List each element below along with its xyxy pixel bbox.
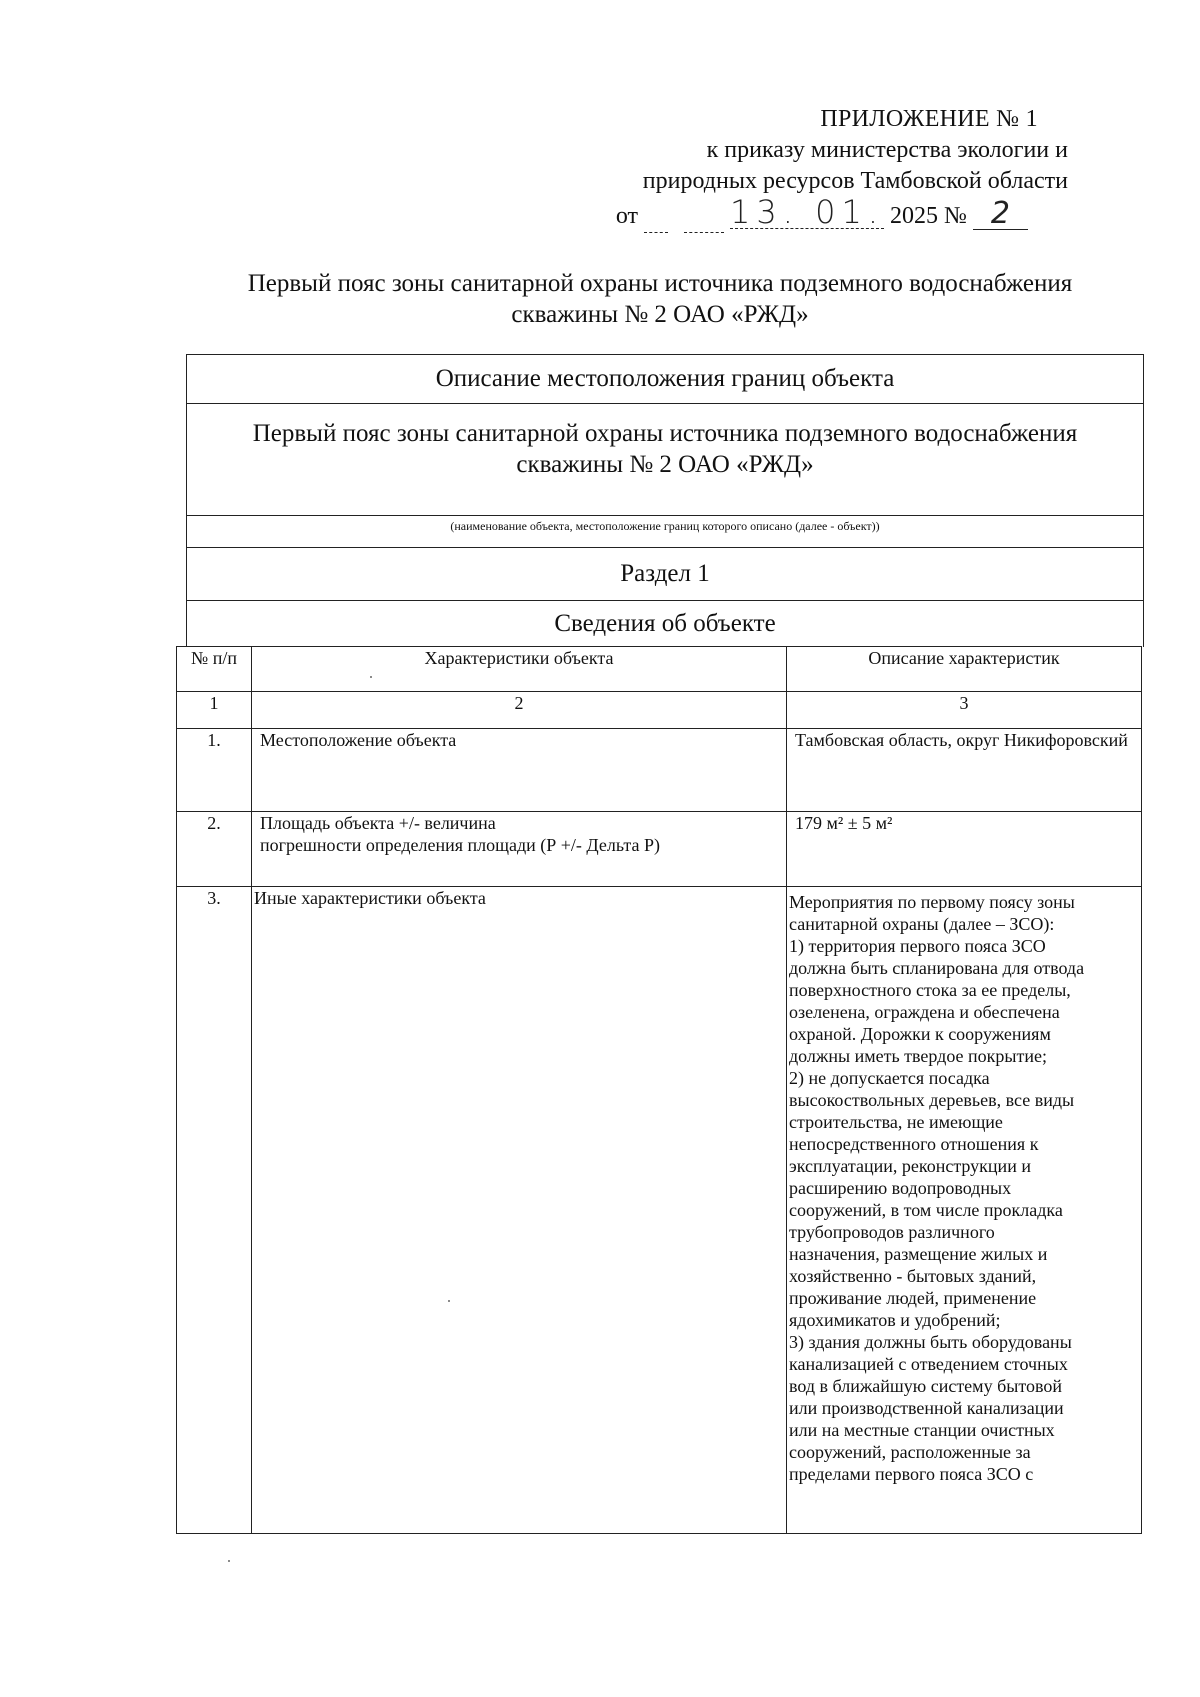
scan-speck — [448, 1300, 450, 1302]
document-title-line-2: скважины № 2 ОАО «РЖД» — [511, 301, 809, 328]
description-line: ядохимикатов и удобрений; — [789, 1310, 1001, 1330]
index-cell: 2 — [252, 692, 787, 729]
description-line: строительства, не имеющие — [789, 1112, 1003, 1132]
row-number: 1. — [177, 729, 252, 812]
description-line: трубопроводов различного — [789, 1222, 995, 1242]
row-value: 179 м² ± 5 м² — [787, 812, 1142, 887]
row-characteristic-line-2: погрешности определения площади (Р +/- Дельта Р) — [260, 835, 660, 855]
description-header: Описание местоположения границ объекта — [187, 355, 1143, 404]
description-line: хозяйственно - бытовых зданий, — [789, 1266, 1037, 1286]
table-row — [177, 887, 1142, 1534]
scan-speck — [228, 1560, 230, 1562]
row-characteristic: Местоположение объекта — [252, 729, 787, 812]
description-line: 2) не допускается посадка — [789, 1068, 990, 1088]
order-date-line — [615, 193, 1068, 233]
object-name-note: (наименование объекта, местоположение границ которого описано (далее - объект)) — [187, 516, 1143, 548]
description-line: расширению водопроводных — [789, 1178, 1012, 1198]
header-characteristics: Характеристики объекта — [252, 647, 787, 692]
date-year: 2025 № — [890, 203, 967, 229]
object-name — [187, 404, 1143, 516]
description-line: санитарной охраны (далее – ЗСО): — [789, 914, 1055, 934]
description-line: поверхностного стока за ее пределы, — [789, 980, 1071, 1000]
row-number: 3. — [177, 887, 252, 1534]
description-line: высокоствольных деревьев, все виды — [789, 1090, 1075, 1110]
description-line: Мероприятия по первому поясу зоны — [789, 892, 1075, 912]
description-line: должна быть спланирована для отвода — [789, 958, 1085, 978]
header-number: № п/п — [177, 647, 252, 692]
appendix-header — [508, 104, 1068, 233]
row-number: 2. — [177, 812, 252, 887]
appendix-line-2: природных ресурсов Тамбовской области — [642, 168, 1068, 194]
date-prefix: от — [615, 203, 639, 229]
scan-speck — [370, 676, 372, 678]
object-info-table — [176, 646, 1142, 1534]
description-line: эксплуатации, реконструкции и — [789, 1156, 1031, 1176]
table-header-row — [177, 647, 1142, 692]
table-row — [177, 729, 1142, 812]
description-line: должны иметь твердое покрытие; — [789, 1046, 1047, 1066]
date-underline — [644, 201, 668, 233]
table-index-row — [177, 692, 1142, 729]
description-line: сооружений, расположенные за — [789, 1442, 1031, 1462]
description-line: назначения, размещение жилых и — [789, 1244, 1048, 1264]
description-line: или производственной канализации — [789, 1398, 1064, 1418]
description-line: или на местные станции очистных — [789, 1420, 1055, 1440]
handwritten-date: 13. 01. — [730, 193, 884, 231]
appendix-title: ПРИЛОЖЕНИЕ № 1 — [820, 106, 1038, 132]
description-line: 1) территория первого пояса ЗСО — [789, 936, 1046, 956]
description-line: пределами первого пояса ЗСО с — [789, 1464, 1034, 1484]
row-characteristic: Иные характеристики объекта — [252, 887, 787, 1534]
handwritten-order-number: 2 — [973, 198, 1028, 230]
appendix-line-1: к приказу министерства экологии и — [706, 137, 1068, 163]
document-title — [180, 268, 1140, 330]
header-description: Описание характеристик — [787, 647, 1142, 692]
row-characteristic-line-1: Площадь объекта +/- величина — [260, 813, 496, 833]
description-line: канализацией с отведением сточных — [789, 1354, 1068, 1374]
description-box — [186, 354, 1144, 647]
row-characteristic — [252, 812, 787, 887]
section-subtitle: Сведения об объекте — [554, 610, 776, 637]
table-row — [177, 812, 1142, 887]
description-line: сооружений, в том числе прокладка — [789, 1200, 1063, 1220]
description-line: непосредственного отношения к — [789, 1134, 1039, 1154]
row-value-lines — [787, 887, 1142, 1534]
index-cell: 3 — [787, 692, 1142, 729]
section-title: Раздел 1 — [187, 548, 1143, 601]
description-line: охраной. Дорожки к сооружениям — [789, 1024, 1051, 1044]
object-name-line-1: Первый пояс зоны санитарной охраны источника подземного водоснабжения — [252, 420, 1078, 447]
row-value: Тамбовская область, округ Никифоровский — [787, 729, 1142, 812]
description-line: 3) здания должны быть оборудованы — [789, 1332, 1072, 1352]
description-line: озеленена, ограждена и обеспечена — [789, 1002, 1060, 1022]
description-line: вод в ближайшую систему бытовой — [789, 1376, 1062, 1396]
index-cell: 1 — [177, 692, 252, 729]
date-underline-2 — [684, 201, 724, 233]
object-name-line-2: скважины № 2 ОАО «РЖД» — [516, 451, 814, 478]
description-line: проживание людей, применение — [789, 1288, 1037, 1308]
document-title-line-1: Первый пояс зоны санитарной охраны источника подземного водоснабжения — [247, 270, 1073, 297]
